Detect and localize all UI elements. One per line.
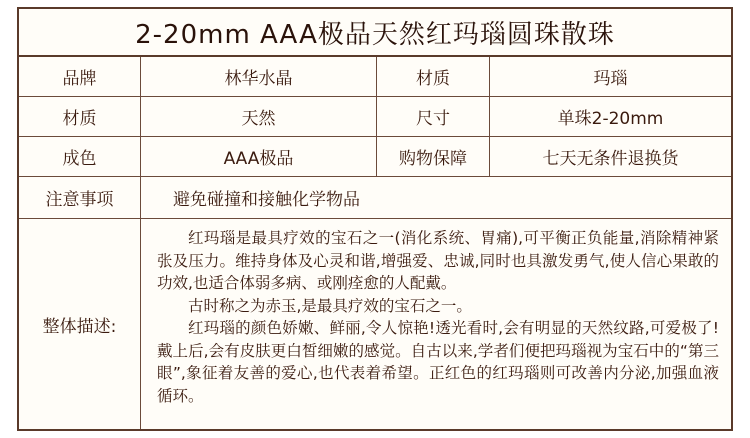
notice-value: 避免碰撞和接触化学物品 bbox=[173, 190, 360, 210]
description-row bbox=[19, 219, 731, 429]
material-label: 材质 bbox=[377, 57, 490, 96]
spec-row-grade bbox=[19, 137, 731, 177]
size-label: 尺寸 bbox=[377, 97, 490, 136]
grade-label: 成色 bbox=[19, 137, 141, 176]
size-value: 单珠2-20mm bbox=[557, 109, 664, 129]
notice-row bbox=[19, 177, 731, 219]
spec-row-material bbox=[19, 97, 731, 137]
description-paragraph: 红玛瑙是最具疗效的宝石之一(消化系统、胃痛),可平衡正负能量,消除精神紧张及压力。维持身体及心灵和谐,增强爱、忠诚,同时也具激发勇气,使人信心果敢的功效,也适合体弱多病、或刚痊愈的人配戴。 bbox=[157, 229, 719, 292]
brand-value: 林华水晶 bbox=[141, 57, 377, 96]
brand-label: 品牌 bbox=[19, 57, 141, 96]
description-paragraph: 古时称之为赤玉,是最具疗效的宝石之一。 bbox=[188, 296, 472, 315]
spec-row-brand bbox=[19, 57, 731, 97]
guarantee-value: 七天无条件退换货 bbox=[542, 149, 679, 169]
notice-label: 注意事项 bbox=[19, 177, 141, 218]
page-title: 2-20mm AAA极品天然红玛瑙圆珠散珠 bbox=[19, 9, 731, 57]
material-value: 玛瑙 bbox=[593, 69, 628, 89]
description-label: 整体描述: bbox=[19, 219, 141, 429]
description-body bbox=[141, 219, 731, 429]
material-type-value: 天然 bbox=[141, 97, 377, 136]
material-type-label: 材质 bbox=[19, 97, 141, 136]
description-paragraph: 红玛瑙的颜色娇嫩、鲜丽,令人惊艳!透光看时,会有明显的天然纹路,可爱极了!戴上后,会有皮肤更白皙细嫩的感觉。自古以来,学者们便把玛瑙视为宝石中的“第三眼”,象征着友善的爱心,也代表着希望。正红色的红玛瑙则可改善内分泌,加强血液循环。 bbox=[157, 319, 719, 405]
guarantee-label: 购物保障 bbox=[377, 137, 490, 176]
grade-value: AAA极品 bbox=[141, 137, 377, 176]
product-spec-sheet bbox=[17, 7, 733, 431]
